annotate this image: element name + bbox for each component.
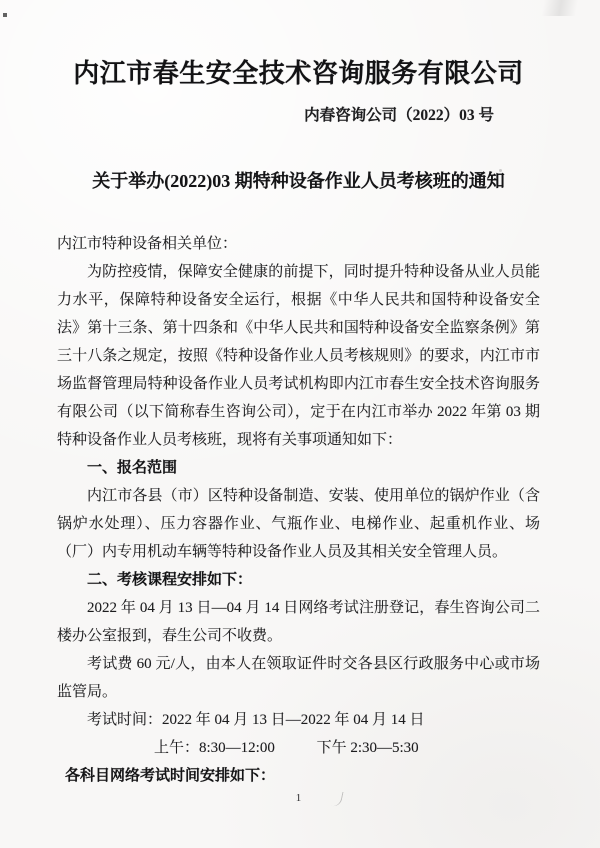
section2-paragraph-fee: 考试费 60 元/人，由本人在领取证件时交各县区行政服务中心或市场监管局。 — [57, 656, 540, 700]
section1-paragraph: 内江市各县（市）区特种设备制造、安装、使用单位的锅炉作业（含锅炉水处理）、压力容器作业、气瓶作业、电梯作业、起重机作业、场（厂）内专用机动车辆等特种设备作业人员及其相关安全管理人员。 — [57, 488, 540, 560]
intro-paragraph: 为防控疫情，保障安全健康的前提下，同时提升特种设备从业人员能力水平，保障特种设备安全运行，根据《中华人民共和国特种设备安全法》第十三条、第十四条和《中华人民共和国特种设备安全监察条例》第三十八条之规定，按照《特种设备作业人员考核规则》的要求，内江市市场监督管理局特种设备作业人员考试机构即内江市春生安全技术咨询服务有限公司（以下简称春生咨询公司），定于在内江市举办 2022 年第 03 期特种设备作业人员考核班，现将有关事项通知如下： — [57, 264, 540, 448]
schedule-note: 各科目网络考试时间安排如下： — [65, 768, 276, 784]
scan-artifact-speck — [3, 13, 7, 17]
morning-session-time: 上午：8:30—12:00 — [154, 740, 275, 756]
exam-time-line: 考试时间：2022 年 04 月 13 日—2022 年 04 月 14 日 — [87, 712, 425, 728]
document-number: 内春咨询公司（2022）03 号 — [304, 107, 494, 124]
notice-title: 关于举办(2022)03 期特种设备作业人员考核班的通知 — [92, 171, 505, 191]
section1-heading: 一、报名范围 — [87, 460, 178, 476]
salutation: 内江市特种设备相关单位： — [57, 236, 238, 252]
section2-heading: 二、考核课程安排如下： — [87, 572, 253, 588]
afternoon-session-time: 下午 2:30—5:30 — [316, 740, 419, 756]
scan-artifact-squiggle — [331, 790, 343, 808]
section2-paragraph-registration: 2022 年 04 月 13 日—04 月 14 日网络考试注册登记，春生咨询公司二楼办公室报到，春生公司不收费。 — [57, 600, 540, 644]
exam-session-times — [57, 734, 540, 762]
page-number: 1 — [295, 792, 302, 804]
company-title: 内江市春生安全技术咨询服务有限公司 — [73, 59, 524, 88]
scan-artifact-dot — [499, 169, 502, 172]
scan-artifact-streak — [505, 0, 600, 16]
